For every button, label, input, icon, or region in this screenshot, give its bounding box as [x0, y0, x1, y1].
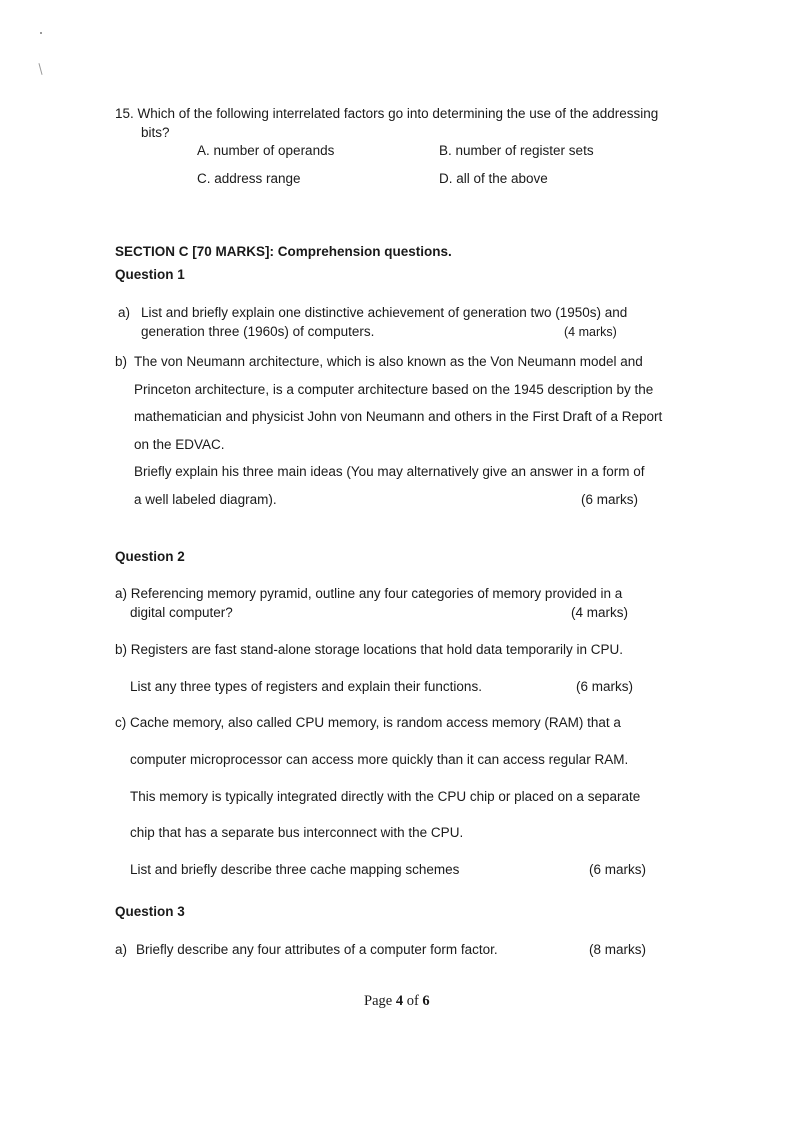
q2b-marks: (6 marks) [576, 679, 633, 694]
q2c-label: c) [115, 715, 127, 730]
q15-text-line2: bits? [141, 125, 170, 140]
q1b-line5: Briefly explain his three main ideas (You may alternatively give an answer in a form of [134, 464, 645, 479]
q3a-marks: (8 marks) [589, 942, 646, 957]
question2-title: Question 2 [115, 549, 185, 564]
q1b-line2: Princeton architecture, is a computer architecture based on the 1945 description by the [134, 382, 654, 397]
scan-mark [38, 63, 42, 75]
q15-option-d: D. all of the above [439, 171, 548, 186]
q1b-line4: on the EDVAC. [134, 437, 225, 452]
footer-total-pages: 6 [422, 993, 430, 1009]
q3a-label: a) [115, 942, 128, 957]
q1a-line2: generation three (1960s) of computers. [141, 324, 375, 339]
q2a-marks: (4 marks) [571, 605, 628, 620]
question1-title: Question 1 [115, 267, 185, 282]
section-c-heading: SECTION C [70 MARKS]: Comprehension questions. [115, 244, 452, 259]
q15-text-line1: 15. Which of the following interrelated factors go into determining the use of the addressing [115, 106, 659, 121]
q1b-marks: (6 marks) [581, 492, 638, 507]
footer-prefix: Page [364, 993, 396, 1009]
q1b-label: b) [115, 354, 128, 369]
footer-page-number: 4 [395, 993, 404, 1009]
q2b-line1: b) Registers are fast stand-alone storage locations that hold data temporarily in CPU. [115, 642, 624, 657]
q2b-line2: List any three types of registers and explain their functions. [130, 679, 482, 694]
q15-option-b: B. number of register sets [439, 143, 594, 158]
q2c-line2: computer microprocessor can access more quickly than it can access regular RAM. [130, 752, 629, 767]
page-footer [364, 992, 430, 1010]
q2c-line4: chip that has a separate bus interconnect with the CPU. [130, 825, 464, 840]
q2c-marks: (6 marks) [589, 862, 646, 877]
q1a-marks: (4 marks) [564, 325, 617, 339]
q2a-line1: a) Referencing memory pyramid, outline any four categories of memory provided in a [115, 586, 623, 601]
footer-middle: of [403, 993, 423, 1009]
scan-dot [40, 32, 42, 34]
q1a-line1: List and briefly explain one distinctive achievement of generation two (1950s) and [141, 305, 628, 320]
q2c-line1: Cache memory, also called CPU memory, is random access memory (RAM) that a [130, 715, 621, 730]
q3a-line1: Briefly describe any four attributes of a computer form factor. [136, 942, 498, 957]
q2c-line3: This memory is typically integrated directly with the CPU chip or placed on a separate [130, 789, 641, 804]
q1b-line3: mathematician and physicist John von Neumann and others in the First Draft of a Report [134, 409, 663, 424]
q1b-line6: a well labeled diagram). [134, 492, 277, 507]
q2c-line5: List and briefly describe three cache mapping schemes [130, 862, 460, 877]
q15-option-c: C. address range [197, 171, 301, 186]
q1a-label: a) [118, 305, 131, 320]
q1b-line1: The von Neumann architecture, which is also known as the Von Neumann model and [134, 354, 643, 369]
question3-title: Question 3 [115, 904, 185, 919]
q2a-line2: digital computer? [130, 605, 233, 620]
q15-option-a: A. number of operands [197, 143, 335, 158]
